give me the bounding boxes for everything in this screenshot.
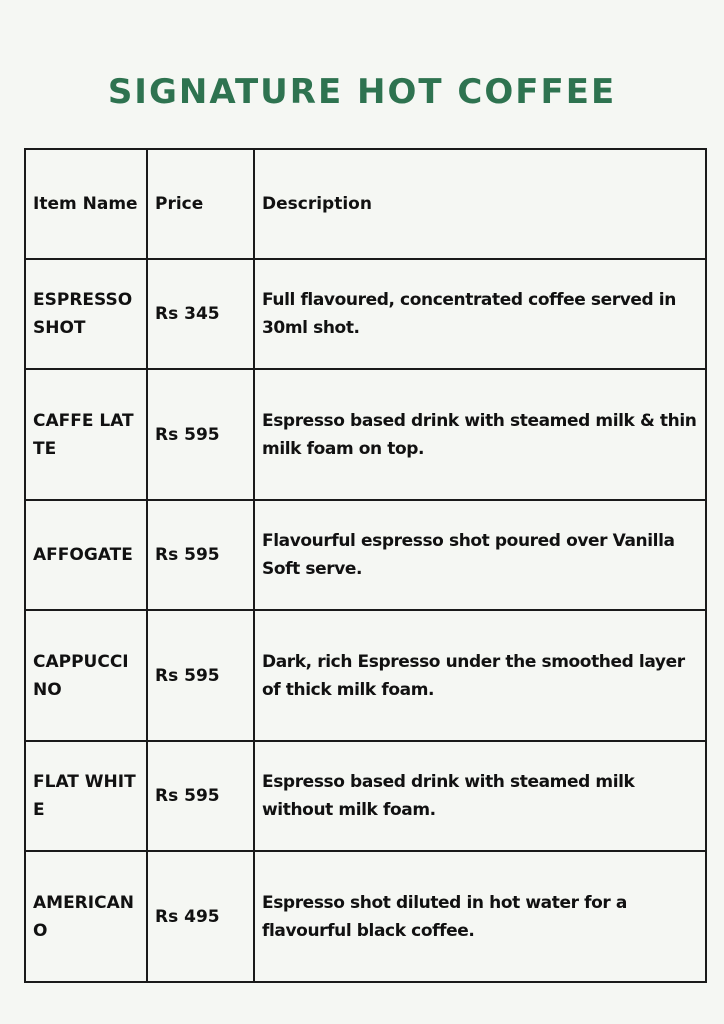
table-row xyxy=(25,741,706,851)
item-price: Rs 595 xyxy=(147,500,254,610)
table-row xyxy=(25,851,706,982)
menu-title: SIGNATURE HOT COFFEE xyxy=(107,72,617,112)
table-row xyxy=(25,610,706,741)
item-price: Rs 345 xyxy=(147,259,254,369)
item-description: Full flavoured, concentrated coffee served in 30ml shot. xyxy=(254,259,706,369)
item-description: Espresso shot diluted in hot water for a flavourful black coffee. xyxy=(254,851,706,982)
item-name: FLAT WHITE xyxy=(25,741,147,851)
table-row xyxy=(25,369,706,500)
item-price: Rs 595 xyxy=(147,610,254,741)
item-name: CAFFE LATTE xyxy=(25,369,147,500)
header-item-name: Item Name xyxy=(25,149,147,259)
table-header-row xyxy=(25,149,706,259)
item-name: AFFOGATE xyxy=(25,500,147,610)
item-price: Rs 595 xyxy=(147,741,254,851)
item-description: Flavourful espresso shot poured over Vanilla Soft serve. xyxy=(254,500,706,610)
item-description: Dark, rich Espresso under the smoothed layer of thick milk foam. xyxy=(254,610,706,741)
item-name: ESPRESSO SHOT xyxy=(25,259,147,369)
header-price: Price xyxy=(147,149,254,259)
table-row xyxy=(25,500,706,610)
item-price: Rs 595 xyxy=(147,369,254,500)
item-price: Rs 495 xyxy=(147,851,254,982)
item-name: AMERICANO xyxy=(25,851,147,982)
menu-table xyxy=(24,148,707,983)
item-name: CAPPUCCINO xyxy=(25,610,147,741)
item-description: Espresso based drink with steamed milk & thin milk foam on top. xyxy=(254,369,706,500)
table-row xyxy=(25,259,706,369)
header-description: Description xyxy=(254,149,706,259)
item-description: Espresso based drink with steamed milk without milk foam. xyxy=(254,741,706,851)
